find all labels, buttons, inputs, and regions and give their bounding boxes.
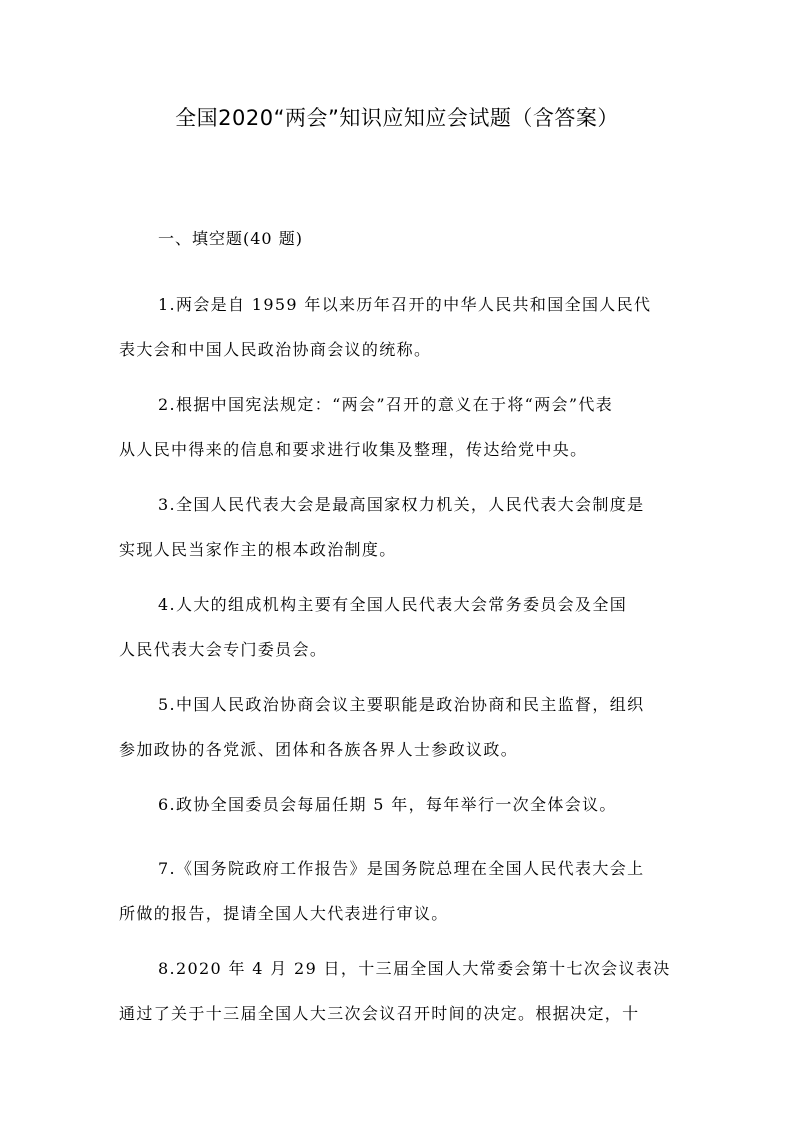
question-item-3	[119, 482, 677, 572]
question-line: 1.两会是自 1959 年以来历年召开的中华人民共和国全国人民代	[158, 295, 652, 314]
question-item-7	[119, 846, 677, 936]
question-line: 所做的报告，提请全国人大代表进行审议。	[119, 904, 449, 923]
question-item-5	[119, 682, 677, 772]
question-line: 通过了关于十三届全国人大三次会议召开时间的决定。根据决定，十	[119, 1004, 640, 1023]
question-line: 3.全国人民代表大会是最高国家权力机关，人民代表大会制度是	[158, 495, 645, 514]
question-item-6	[119, 782, 677, 827]
question-line: 8.2020 年 4 月 29 日，十三届全国人大常委会第十七次会议表决	[158, 959, 671, 978]
question-line: 实现人民当家作主的根本政治制度。	[119, 540, 397, 559]
question-line: 表大会和中国人民政治协商会议的统称。	[119, 340, 432, 359]
question-item-2	[119, 382, 677, 472]
question-item-4	[119, 582, 677, 672]
question-line: 参加政协的各党派、团体和各族各界人士参政议政。	[119, 740, 519, 759]
question-item-8	[119, 946, 677, 1036]
question-line: 从人民中得来的信息和要求进行收集及整理，传达给党中央。	[119, 440, 588, 459]
question-line: 5.中国人民政治协商会议主要职能是政治协商和民主监督，组织	[158, 695, 645, 714]
section-heading: 一、填空题(40 题)	[158, 229, 303, 248]
question-line: 人民代表大会专门委员会。	[119, 640, 328, 659]
question-line: 2.根据中国宪法规定：“两会”召开的意义在于将“两会”代表	[158, 395, 614, 414]
document-title: 全国2020“两会”知识应知应会试题（含答案）	[175, 106, 619, 130]
question-line: 7.《国务院政府工作报告》是国务院总理在全国人民代表大会上	[158, 859, 645, 878]
question-line: 6.政协全国委员会每届任期 5 年，每年举行一次全体会议。	[158, 795, 617, 814]
question-line: 4.人大的组成机构主要有全国人民代表大会常务委员会及全国	[158, 595, 628, 614]
question-item-1	[119, 282, 677, 372]
